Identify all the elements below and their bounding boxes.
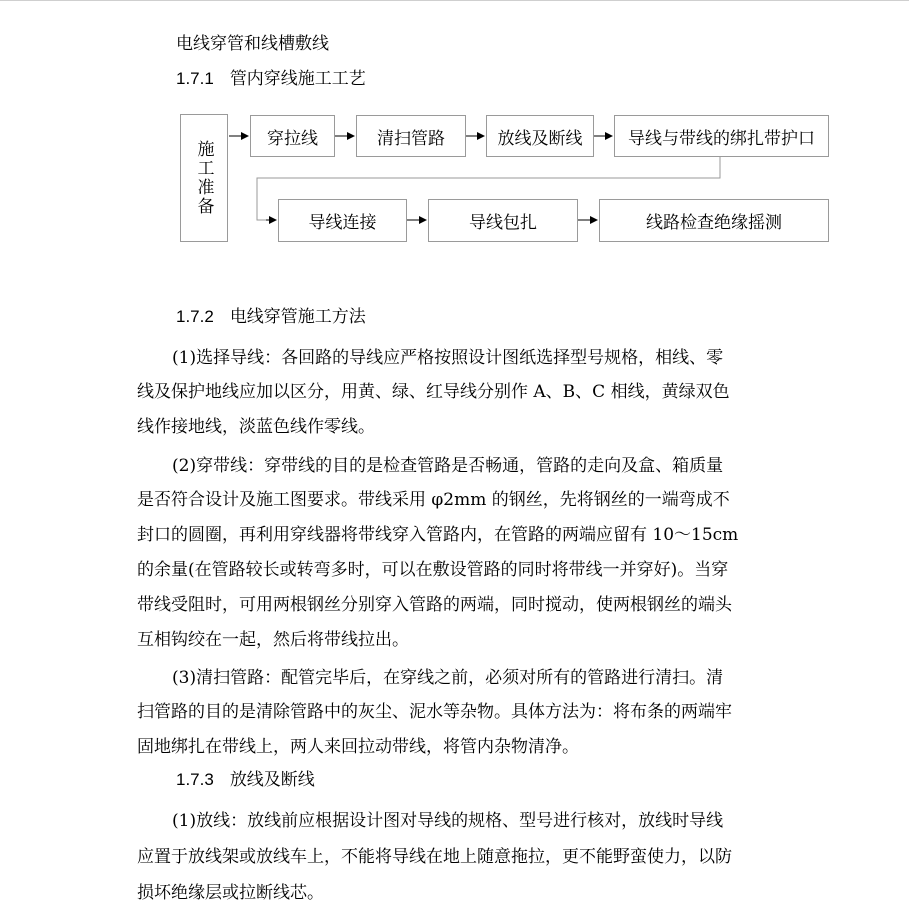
flow-start-box: 施工准备 [180,114,228,242]
paragraph-line: (2)穿带线：穿带线的目的是检查管路是否畅通，管路的走向及盒、箱质量 [172,456,724,476]
heading-title: 电线穿管施工方法 [229,307,366,327]
flow-step-2: 清扫管路 [356,115,466,157]
heading-number: 1.7.3 [176,770,214,789]
heading-1-7-2 [176,307,366,327]
paragraph-line: 线作接地线，淡蓝色线作零线。 [137,417,375,437]
flow-step-7: 线路检查绝缘摇测 [599,199,829,242]
paragraph-line: 是否符合设计及施工图要求。带线采用 φ2mm 的钢丝，先将钢丝的一端弯成不 [137,490,730,510]
paragraph-line: 应置于放线架或放线车上，不能将导线在地上随意拖拉，更不能野蛮使力，以防 [137,847,732,867]
flow-step-4: 导线与带线的绑扎带护口 [614,115,829,157]
paragraph-line: (3)清扫管路：配管完毕后，在穿线之前，必须对所有的管路进行清扫。清 [172,668,724,688]
paragraph-line: 固地绑扎在带线上，两人来回拉动带线，将管内杂物清净。 [137,737,579,757]
paragraph-line: 的余量(在管路较长或转弯多时，可以在敷设管路的同时将带线一并穿好)。当穿 [137,560,729,580]
paragraph-line: 互相钩绞在一起，然后将带线拉出。 [137,630,409,650]
paragraph-line: (1)放线：放线前应根据设计图对导线的规格、型号进行核对，放线时导线 [172,811,724,831]
section-title: 电线穿管和线槽敷线 [176,34,329,54]
paragraph-line: (1)选择导线：各回路的导线应严格按照设计图纸选择型号规格，相线、零 [172,348,724,368]
paragraph-line: 线及保护地线应加以区分，用黄、绿、红导线分别作 A、B、C 相线，黄绿双色 [137,382,730,402]
paragraph-line: 损坏绝缘层或拉断线芯。 [137,883,324,903]
flow-step-5: 导线连接 [278,199,407,242]
heading-title: 放线及断线 [229,770,315,790]
paragraph-line: 扫管路的目的是清除管路中的灰尘、泥水等杂物。具体方法为：将布条的两端牢 [137,702,732,722]
heading-number: 1.7.2 [176,307,214,326]
flow-step-6: 导线包扎 [428,199,578,242]
heading-title: 管内穿线施工工艺 [229,69,366,89]
flow-step-1: 穿拉线 [250,115,335,157]
paragraph-line: 带线受阻时，可用两根钢丝分别穿入管路的两端，同时搅动，使两根钢丝的端头 [137,595,732,615]
heading-1-7-3 [176,770,315,790]
heading-number: 1.7.1 [176,69,214,88]
flow-step-3: 放线及断线 [486,115,594,157]
paragraph-line: 封口的圆圈，再利用穿线器将带线穿入管路内，在管路的两端应留有 10～15cm [137,525,739,545]
